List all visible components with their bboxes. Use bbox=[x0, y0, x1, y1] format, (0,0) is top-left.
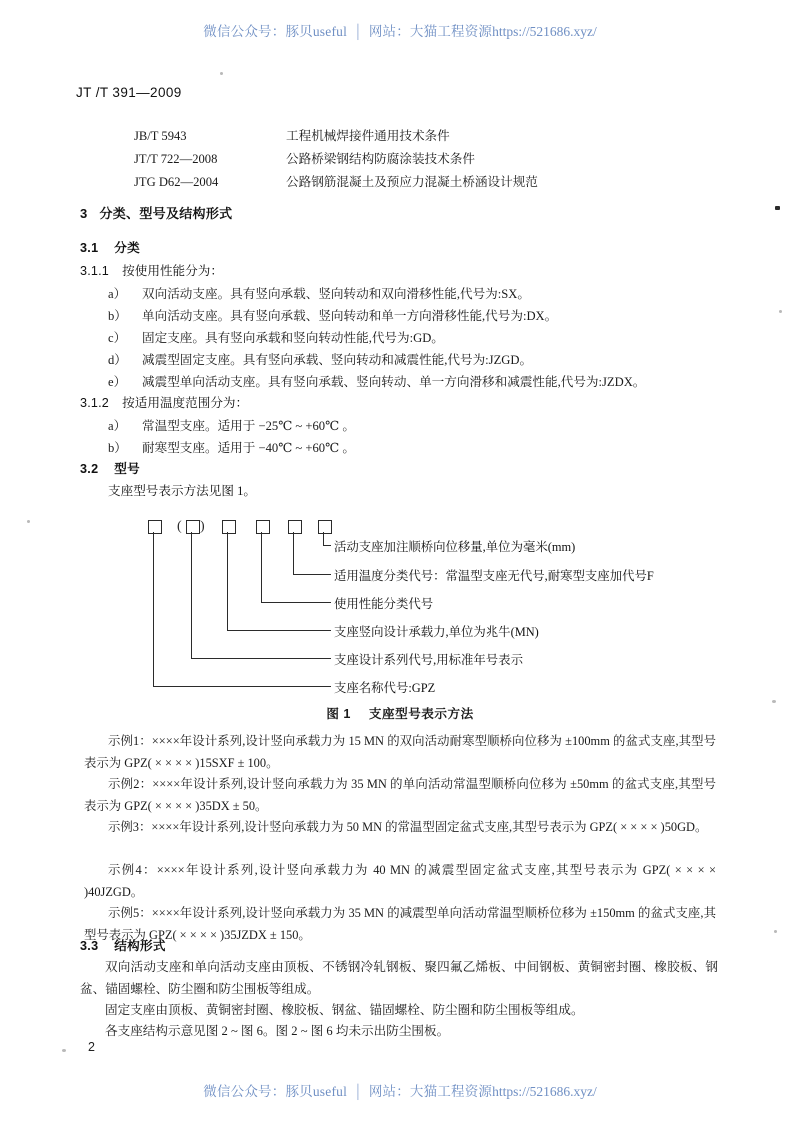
heading-section-3-3-number: 3.3 bbox=[80, 939, 99, 953]
figure-label-1: 支座名称代号:GPZ bbox=[334, 681, 436, 695]
figure-label-5: 适用温度分类代号：常温型支座无代号,耐寒型支座加代号F bbox=[334, 569, 654, 583]
scan-speckle bbox=[775, 206, 780, 210]
example-paragraph-4: 示例4：××××年设计系列,设计竖向承载力为 40 MN 的减震型固定盆式支座,其型号表示为 GPZ( × × × × )40JZGD。 bbox=[84, 863, 716, 899]
heading-section-3-number: 3 bbox=[80, 206, 88, 221]
heading-section-3-2-title: 型号 bbox=[114, 462, 141, 476]
figure-label-2: 支座设计系列代号,用标准年号表示 bbox=[334, 653, 523, 667]
list-item-marker: a） bbox=[108, 419, 127, 433]
clause-3-1-1-lead: 按使用性能分为： bbox=[122, 264, 223, 278]
section-3-3-paragraph-2: 固定支座由顶板、黄铜密封圈、橡胶板、钢盆、锚固螺栓、防尘圈和防尘围板等组成。 bbox=[105, 1003, 584, 1017]
list-item-text: 常温型支座。适用于 −25℃ ~ +60℃ 。 bbox=[142, 419, 355, 433]
list-item-marker: e） bbox=[108, 375, 127, 389]
list-item-text: 固定支座。具有竖向承载和竖向转动性能,代号为:GD。 bbox=[142, 331, 444, 345]
watermark-site-label: 网站： bbox=[368, 24, 410, 39]
watermark-url: https://521686.xyz/ bbox=[492, 24, 597, 39]
reference-title: 工程机械焊接件通用技术条件 bbox=[286, 129, 450, 143]
heading-section-3-2-number: 3.2 bbox=[80, 462, 99, 476]
figure-leader-hline-5 bbox=[293, 574, 331, 575]
heading-section-3-3-title: 结构形式 bbox=[114, 939, 166, 953]
figure-1-caption-title: 支座型号表示方法 bbox=[368, 707, 474, 721]
figure-leader-vline-6 bbox=[323, 532, 324, 546]
figure-leader-hline-4 bbox=[261, 602, 331, 603]
figure-paren-close: ) bbox=[200, 519, 205, 534]
example-paragraph-3: 示例3：××××年设计系列,设计竖向承载力为 50 MN 的常温型固定盆式支座,其型号表示为 GPZ( × × × × )50GD。 bbox=[108, 820, 708, 834]
list-item-marker: d） bbox=[108, 353, 127, 367]
reference-code: JB/T 5943 bbox=[134, 129, 187, 143]
figure-label-4: 使用性能分类代号 bbox=[334, 597, 434, 611]
figure-leader-vline-4 bbox=[261, 532, 262, 602]
figure-box-3 bbox=[222, 520, 236, 534]
list-item-text: 减震型固定支座。具有竖向承载、竖向转动和减震性能,代号为:JZGD。 bbox=[142, 353, 533, 367]
watermark-wechat-value-footer: 豚贝useful bbox=[285, 1084, 348, 1099]
figure-leader-vline-5 bbox=[293, 532, 294, 574]
section-3-2-lead: 支座型号表示方法见图 1。 bbox=[108, 484, 256, 498]
running-head: JT /T 391—2009 bbox=[76, 85, 182, 100]
clause-3-1-1-number: 3.1.1 bbox=[80, 264, 110, 278]
reference-title: 公路钢筋混凝土及预应力混凝土桥涵设计规范 bbox=[286, 175, 538, 189]
watermark-site-label-footer: 网站： bbox=[368, 1084, 410, 1099]
list-item-text: 双向活动支座。具有竖向承载、竖向转动和双向滑移性能,代号为:SX。 bbox=[142, 287, 530, 301]
page-number: 2 bbox=[88, 1040, 95, 1054]
figure-1-model-designation bbox=[0, 500, 800, 715]
watermark-wechat-value: 豚贝useful bbox=[285, 24, 348, 39]
watermark-site-value: 大猫工程资源 bbox=[409, 24, 493, 39]
list-item bbox=[108, 327, 444, 346]
heading-section-3-3 bbox=[80, 936, 166, 957]
list-item-text: 减震型单向活动支座。具有竖向承载、竖向转动、单一方向滑移和减震性能,代号为:JZDX。 bbox=[142, 375, 646, 389]
watermark-wechat-label-footer: 微信公众号： bbox=[203, 1084, 286, 1099]
reference-row bbox=[134, 148, 475, 167]
section-3-3-paragraph-3: 各支座结构示意见图 2 ~ 图 6。图 2 ~ 图 6 均未示出防尘围板。 bbox=[105, 1024, 450, 1038]
list-item-marker: b） bbox=[108, 309, 127, 323]
reference-row bbox=[134, 171, 538, 190]
figure-label-6: 活动支座加注顺桥向位移量,单位为毫米(mm) bbox=[334, 540, 576, 554]
figure-box-4 bbox=[256, 520, 270, 534]
list-item-marker: a） bbox=[108, 287, 127, 301]
section-3-3-paragraph-1: 双向活动支座和单向活动支座由顶板、不锈钢冷轧钢板、聚四氟乙烯板、中间钢板、黄铜密封圈、橡胶板、钢盆、锚固螺栓、防尘圈和防尘围板等组成。 bbox=[80, 960, 718, 996]
list-item bbox=[108, 437, 355, 456]
reference-row bbox=[134, 125, 450, 144]
heading-section-3-2 bbox=[80, 459, 140, 480]
figure-leader-hline-2 bbox=[191, 658, 331, 659]
list-item bbox=[108, 283, 530, 302]
scan-speckle bbox=[220, 72, 223, 75]
example-paragraph-5: 示例5：××××年设计系列,设计竖向承载力为 35 MN 的减震型单向活动常温型顺桥位移为 ±150mm 的盆式支座,其型号表示为 GPZ( × × × × )35JZDX ± 150。 bbox=[84, 906, 716, 942]
clause-3-1-2-number: 3.1.2 bbox=[80, 396, 110, 410]
figure-leader-vline-3 bbox=[227, 532, 228, 630]
example-paragraph-1: 示例1：××××年设计系列,设计竖向承载力为 15 MN 的双向活动耐寒型顺桥向位移为 ±100mm 的盆式支座,其型号表示为 GPZ( × × × × )15SXF ± 100。 bbox=[84, 734, 716, 770]
watermark-header bbox=[0, 20, 800, 40]
figure-leader-vline-2 bbox=[191, 532, 192, 658]
clause-3-1-2 bbox=[80, 393, 248, 414]
figure-1-caption-label: 图 1 bbox=[326, 707, 351, 721]
reference-code: JT/T 722—2008 bbox=[134, 152, 218, 166]
figure-leader-hline-3 bbox=[227, 630, 331, 631]
list-item bbox=[108, 415, 355, 434]
figure-leader-hline-6 bbox=[323, 545, 331, 546]
list-item-marker: b） bbox=[108, 441, 127, 455]
watermark-separator: │ bbox=[353, 24, 363, 39]
figure-box-2 bbox=[186, 520, 200, 534]
list-item bbox=[108, 305, 557, 324]
clause-3-1-1 bbox=[80, 261, 223, 282]
reference-code: JTG D62—2004 bbox=[134, 175, 219, 189]
figure-label-3: 支座竖向设计承载力,单位为兆牛(MN) bbox=[334, 625, 539, 639]
figure-leader-vline-1 bbox=[153, 532, 154, 686]
watermark-url-footer: https://521686.xyz/ bbox=[492, 1084, 597, 1099]
heading-section-3 bbox=[80, 203, 232, 224]
reference-title: 公路桥梁钢结构防腐涂装技术条件 bbox=[286, 152, 475, 166]
heading-section-3-1 bbox=[80, 238, 140, 259]
list-item bbox=[108, 371, 645, 390]
heading-section-3-1-number: 3.1 bbox=[80, 241, 99, 255]
figure-leader-hline-1 bbox=[153, 686, 331, 687]
example-paragraph-2: 示例2：××××年设计系列,设计竖向承载力为 35 MN 的单向活动常温型顺桥向位移为 ±50mm 的盆式支座,其型号表示为 GPZ( × × × × )35DX ± 50。 bbox=[84, 777, 716, 813]
watermark-wechat-label: 微信公众号： bbox=[203, 24, 286, 39]
clause-3-1-2-lead: 按适用温度范围分为： bbox=[122, 396, 249, 410]
figure-box-5 bbox=[288, 520, 302, 534]
scan-speckle bbox=[779, 310, 782, 313]
figure-box-6 bbox=[318, 520, 332, 534]
figure-1-caption bbox=[0, 703, 800, 722]
watermark-footer bbox=[0, 1080, 800, 1100]
heading-section-3-title: 分类、型号及结构形式 bbox=[99, 206, 233, 221]
list-item bbox=[108, 349, 532, 368]
list-item-text: 单向活动支座。具有竖向承载、竖向转动和单一方向滑移性能,代号为:DX。 bbox=[142, 309, 558, 323]
list-item-text: 耐寒型支座。适用于 −40℃ ~ +60℃ 。 bbox=[142, 441, 355, 455]
heading-section-3-1-title: 分类 bbox=[114, 241, 141, 255]
scan-speckle bbox=[62, 1049, 66, 1052]
watermark-separator-footer: │ bbox=[353, 1084, 363, 1099]
list-item-marker: c） bbox=[108, 331, 127, 345]
watermark-site-value-footer: 大猫工程资源 bbox=[409, 1084, 493, 1099]
scan-speckle bbox=[774, 930, 777, 933]
figure-paren-open: ( bbox=[177, 519, 182, 534]
figure-box-1 bbox=[148, 520, 162, 534]
